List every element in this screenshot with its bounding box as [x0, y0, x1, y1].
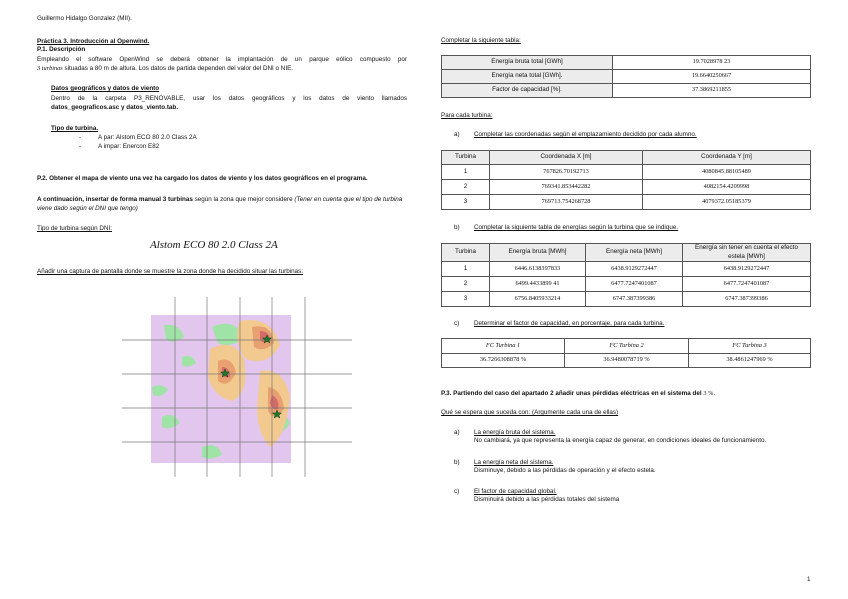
- column-header: FC Turbina 2: [565, 339, 689, 354]
- column-header: Energía bruta [MWh]: [490, 244, 586, 262]
- per-turbine-label: Para cada turbina:: [441, 112, 493, 119]
- table-row: [442, 70, 811, 84]
- turbine-impar: A impar: Enercon E82: [98, 143, 160, 150]
- table-cell: 4079372.05185379: [643, 195, 811, 210]
- p1-text: Empleando el software OpenWind se deberá obtener la implantación de un parque eólico compuesto por: [37, 56, 407, 63]
- summary-label: Factor de capacidad [%].: [442, 84, 613, 98]
- p3-question: Qué se espera que suceda con: (Argumente cada una de ellas): [441, 409, 619, 416]
- turbine-type-heading: Tipo de turbina.: [51, 125, 99, 132]
- column-header: FC Turbina 3: [689, 339, 811, 354]
- item-letter: b): [454, 459, 460, 466]
- table-cell: 38.4861247969 %: [689, 354, 811, 368]
- item-letter: a): [454, 131, 460, 138]
- table-cell: 2: [442, 180, 490, 195]
- table-row: [442, 165, 811, 180]
- table-header-row: [442, 151, 811, 165]
- table-cell: 3: [442, 195, 490, 210]
- coords-instruction: Completar las coordenadas según el emplazamiento decidido por cada alumno.: [474, 131, 697, 138]
- page-number: 1: [807, 576, 811, 583]
- wind-map: [122, 297, 352, 477]
- p3-heading-tail: 3 %.: [703, 390, 715, 397]
- bullet-dash: -: [79, 134, 82, 141]
- capacity-factor-table: [441, 338, 811, 368]
- p2-insert-note: (Tener en cuenta que el tipo de turbina viene dado según el DNI que tengo): [37, 196, 403, 212]
- p3-item-answer: Disminuye, debido a las pérdidas de operación y el efecto estela.: [474, 467, 656, 474]
- turbine-count: 3 turbinas: [37, 65, 63, 72]
- column-header: Turbina: [442, 244, 490, 262]
- table-row: [442, 354, 811, 368]
- item-letter: a): [454, 429, 460, 436]
- bullet-dash: -: [79, 143, 82, 150]
- table-cell: 2: [442, 277, 490, 292]
- turbine-name: Alstom ECO 80 2.0 Class 2A: [150, 239, 278, 251]
- table-header-row: [442, 339, 811, 354]
- turbine-dni-label: Tipo de turbina según DNI:: [37, 225, 113, 232]
- column-header: Energía sin tener en cuenta el efecto estela [MWh]: [683, 244, 811, 262]
- p2-insert: [37, 196, 409, 213]
- summary-value: 19.7028978 23: [613, 56, 811, 70]
- p3-item-title: La energía bruta del sistema.: [474, 429, 556, 436]
- p3-heading: [441, 390, 715, 399]
- table-header-row: [442, 244, 811, 262]
- table-cell: 6756.8405933214: [490, 292, 586, 307]
- p2-insert-bold: A continuación, insertar de forma manual 3 turbinas: [37, 196, 193, 203]
- column-header: Coordenada Y [m]: [643, 151, 811, 165]
- table-cell: 6747.387399386: [586, 292, 683, 307]
- p3-item-answer: Disminuirá debido a las pérdidas totales del sistema: [474, 496, 620, 503]
- column-header: Energía neta [MWh]: [586, 244, 683, 262]
- energy-instruction: Completar la siguiente tabla de energías según la turbina que se indique.: [474, 224, 679, 231]
- table-row: [442, 56, 811, 70]
- table-row: [442, 180, 811, 195]
- practice-title: Práctica 3. Introducción al Openwind.: [37, 38, 150, 45]
- geo-text-1: Dentro de la carpeta P3_RENOVABLE, usar los datos geográficos y los datos de viento llamados: [51, 95, 407, 102]
- p1-text-2-rest: situadas a 80 m de altura. Los datos de partida dependen del valor del DNI o NIE.: [64, 65, 294, 72]
- table-row: [442, 195, 811, 210]
- table-cell: 3: [442, 292, 490, 307]
- table-cell: 6438.9129272447: [586, 262, 683, 277]
- column-header: Coordenada X [m]: [490, 151, 643, 165]
- table-cell: 4082154.4209998: [643, 180, 811, 195]
- p1-heading: P.1. Descripción: [37, 46, 86, 53]
- table-cell: 767826.70192713: [490, 165, 643, 180]
- table-cell: 1: [442, 262, 490, 277]
- table-cell: 6477.7247401087: [683, 277, 811, 292]
- coordinates-table: [441, 150, 811, 210]
- geo-text-2: datos_geograficos.asc y datos_viento.tab.: [51, 104, 179, 111]
- table-cell: 6446.6138397833: [490, 262, 586, 277]
- table-cell: 6477.7247401087: [586, 277, 683, 292]
- table-cell: 1: [442, 165, 490, 180]
- p2-insert-rest: según la zona que mejor considere: [194, 196, 293, 203]
- p1-text-2: [37, 65, 407, 74]
- p3-item-answer: No cambiará, ya que representa la energía capaz de generar, en condiciones ideales de funcionamiento.: [474, 437, 767, 444]
- table-cell: 6499.4433899 41: [490, 277, 586, 292]
- summary-label: Energía bruta total [GWh]: [442, 56, 613, 70]
- summary-value: 19.6640250667: [613, 70, 811, 84]
- p3-item-title: El factor de capacidad global.: [474, 488, 557, 495]
- summary-table: [441, 55, 811, 98]
- table-cell: 4080845.88105489: [643, 165, 811, 180]
- table-cell: 6438.9129272447: [683, 262, 811, 277]
- complete-table-label: Completar la siguiente tabla:: [441, 37, 521, 44]
- table-cell: 769341.853442282: [490, 180, 643, 195]
- summary-value: 37.3869211855: [613, 84, 811, 98]
- summary-label: Energía neta total [GWh].: [442, 70, 613, 84]
- table-cell: 769713.754268728: [490, 195, 643, 210]
- p3-item-title: La energía neta del sistema.: [474, 459, 554, 466]
- table-row: [442, 262, 811, 277]
- table-row: [442, 277, 811, 292]
- item-letter: b): [454, 224, 460, 231]
- column-header: Turbina: [442, 151, 490, 165]
- turbine-par: A par: Alstom ECO 80 2.0 Class 2A: [98, 134, 197, 141]
- table-row: [442, 292, 811, 307]
- table-cell: 6747.387399386: [683, 292, 811, 307]
- table-cell: 36.7266308878 %: [442, 354, 565, 368]
- p2-heading: P.2. Obtener el mapa de viento una vez ha cargado los datos de viento y los datos geográficos en el programa.: [37, 175, 368, 182]
- item-letter: c): [454, 320, 460, 327]
- column-header: FC Turbina 1: [442, 339, 565, 354]
- item-letter: c): [454, 488, 460, 495]
- p3-heading-bold: P.3. Partiendo del caso del apartado 2 añadir unas pérdidas eléctricas en el sistema del: [441, 390, 702, 397]
- table-cell: 36.9480078719 %: [565, 354, 689, 368]
- geo-heading: Datos geográficos y datos de viento: [51, 85, 160, 92]
- author-line: Guillermo Hidalgo Gonzalez (MII).: [37, 15, 132, 22]
- table-row: [442, 84, 811, 98]
- energy-table: [441, 243, 811, 307]
- fc-instruction: Determinar el factor de capacidad, en porcentaje, para cada turbina.: [474, 320, 665, 327]
- capture-label: Añadir una captura de pantalla donde se muestre la zona donde ha decidido situar las turbinas:: [37, 268, 304, 275]
